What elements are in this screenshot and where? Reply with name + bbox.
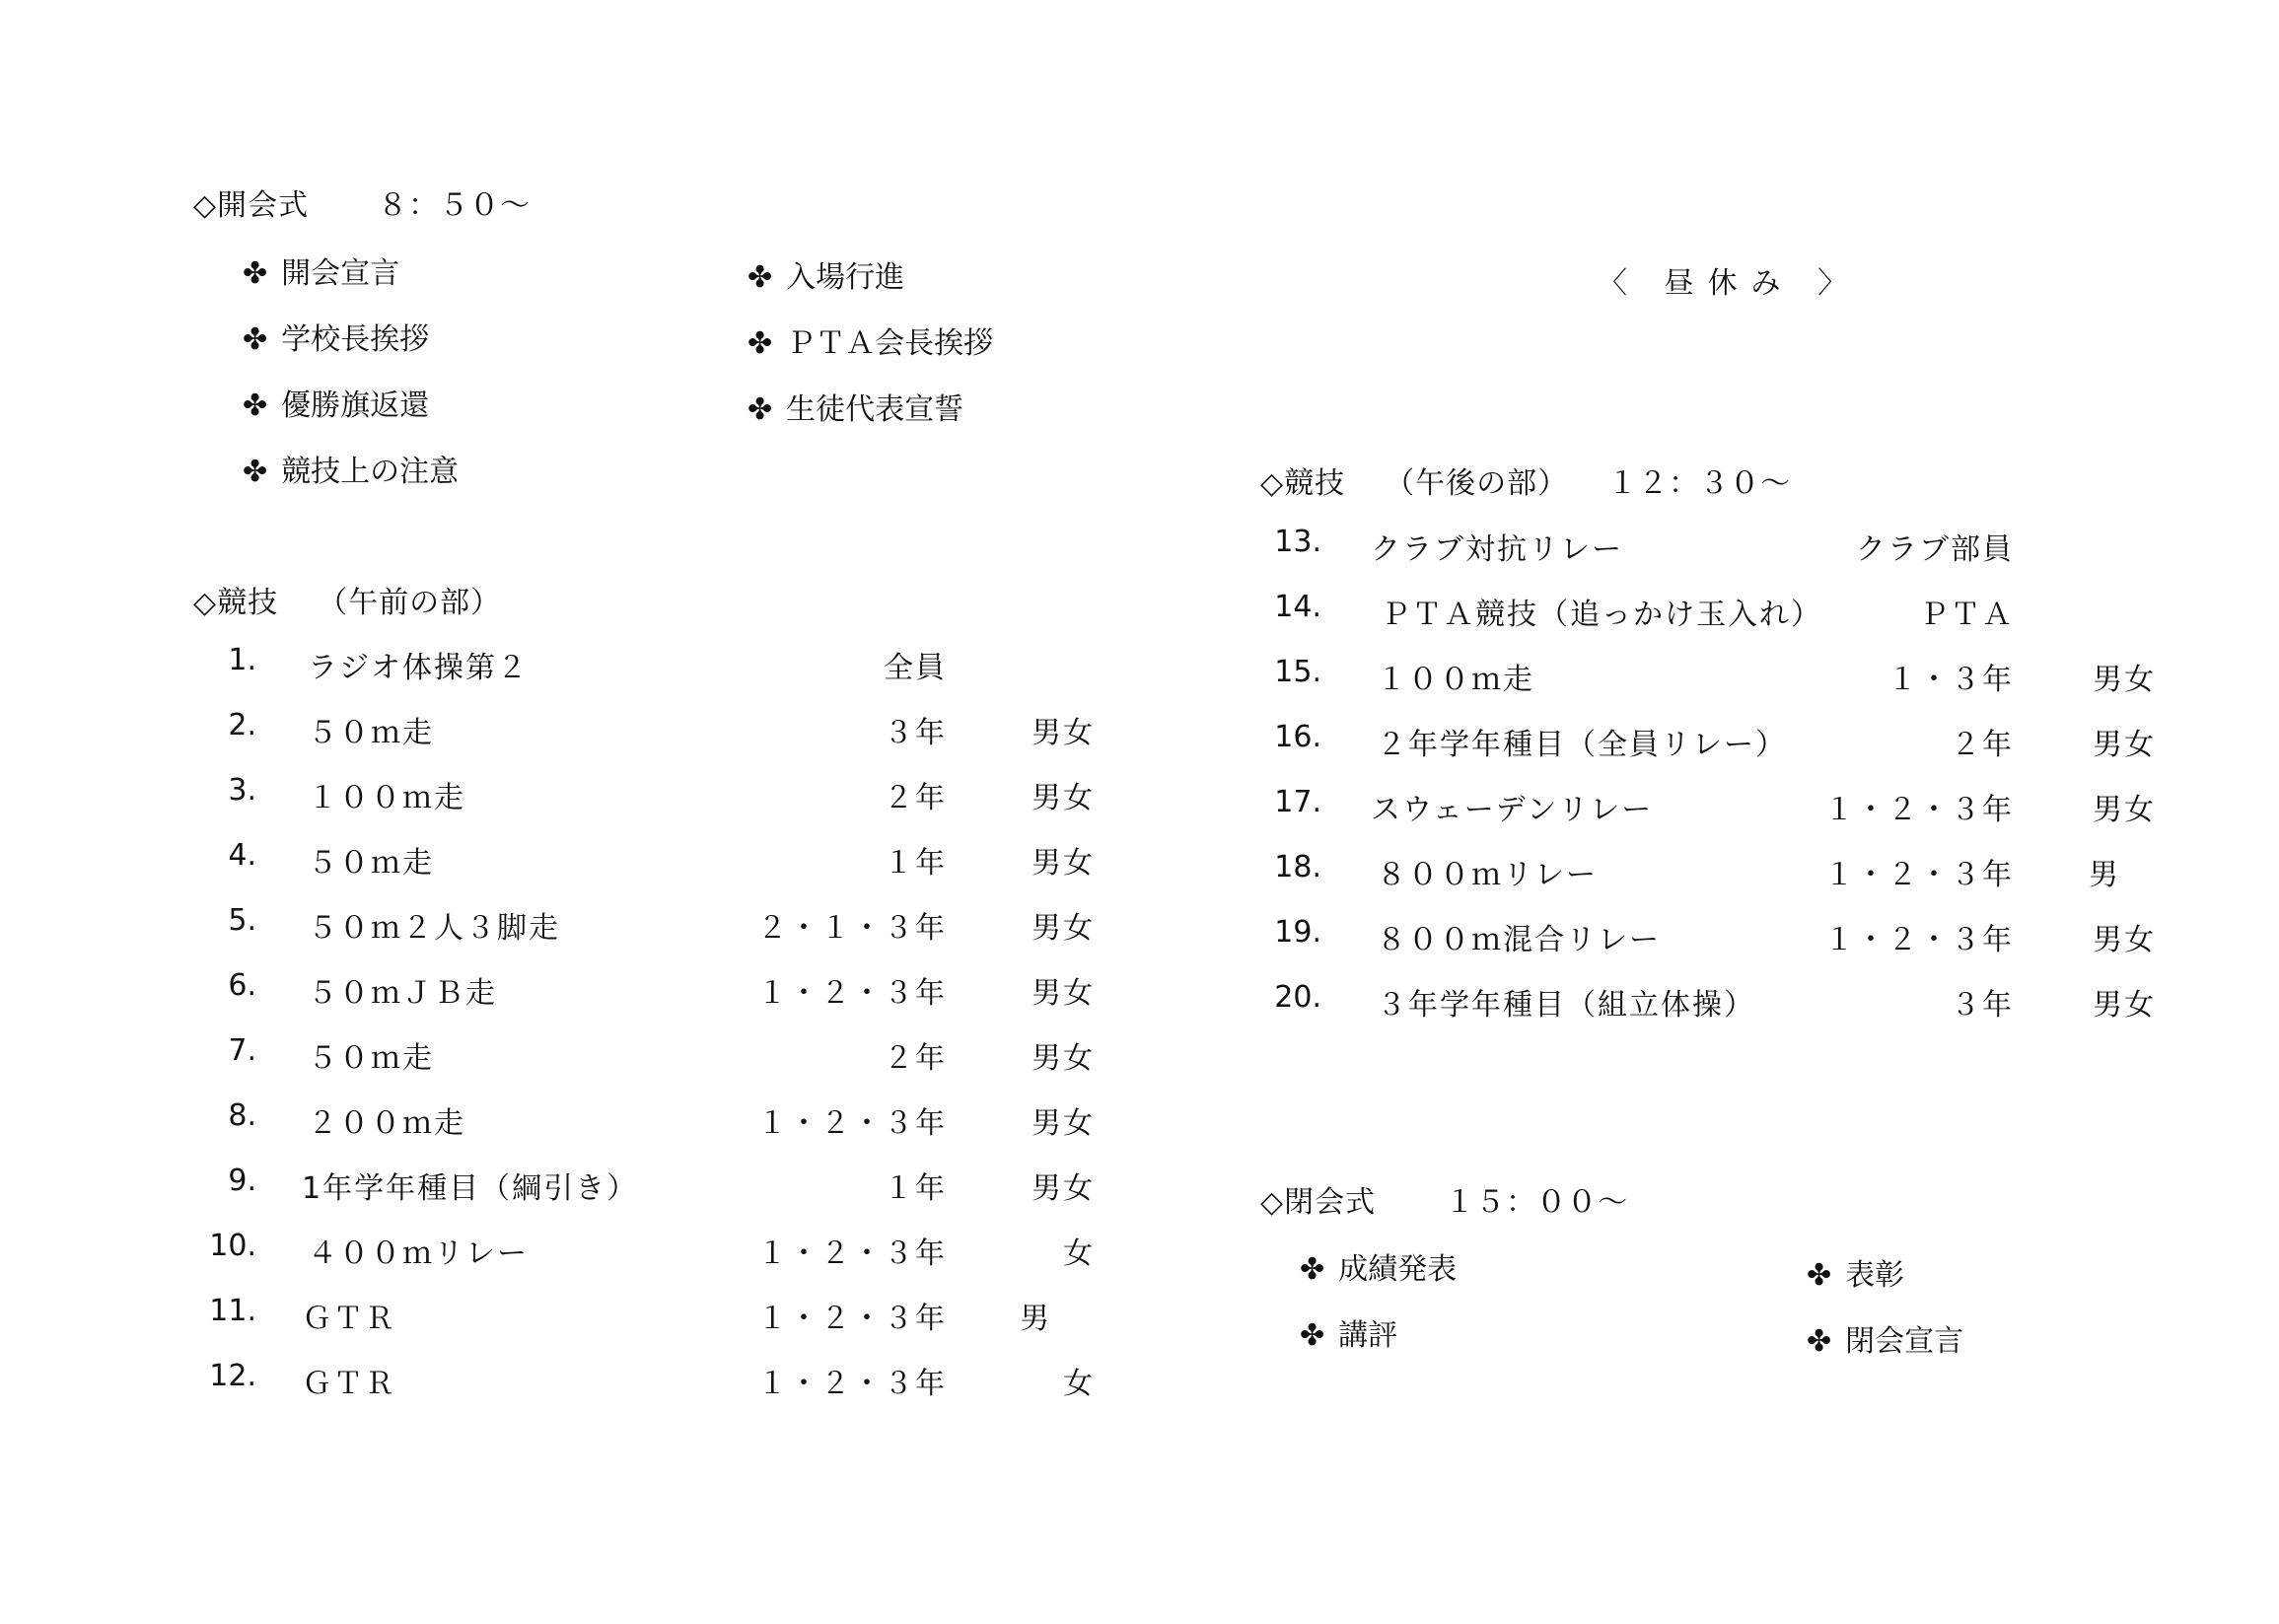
list-item: 17. スウェーデンリレー １・２・３年 男女 bbox=[1274, 785, 2156, 827]
clover-bullet-icon: ✤ bbox=[1807, 1324, 1832, 1359]
afternoon-time: １２：３０～ bbox=[1607, 466, 1792, 501]
opening-heading bbox=[193, 180, 531, 224]
list-item: 1. ラジオ体操第２ 全員 bbox=[228, 643, 947, 685]
list-item: 19. ８００ｍ混合リレー １・２・３年 男女 bbox=[1274, 915, 2156, 957]
opening-time: ８：５０～ bbox=[378, 188, 532, 223]
afternoon-heading bbox=[1260, 459, 1791, 502]
list-item: 12. ＧＴＲ １・２・３年 女 bbox=[209, 1359, 1095, 1401]
list-item: 5. ５０ｍ２人３脚走 ２・１・３年 男女 bbox=[228, 903, 1095, 946]
opening-item-7: ✤ 生徒代表宣誓 bbox=[748, 392, 964, 427]
list-item: 10. ４００ｍリレー １・２・３年 女 bbox=[209, 1229, 1095, 1271]
opening-title: ◇開会式 bbox=[193, 188, 310, 223]
list-item: 4. ５０ｍ走 １年 男女 bbox=[228, 838, 1095, 881]
list-item: 8. ２００ｍ走 １・２・３年 男女 bbox=[228, 1098, 1095, 1141]
list-item: 3. １００ｍ走 ２年 男女 bbox=[228, 773, 1095, 815]
opening-item-5: ✤ 入場行進 bbox=[748, 260, 905, 295]
afternoon-subtitle: （午後の部） bbox=[1385, 466, 1569, 501]
closing-heading bbox=[1260, 1177, 1628, 1221]
closing-item-1: ✤ 成績発表 bbox=[1300, 1252, 1458, 1287]
list-item: 6. ５０ｍＪＢ走 １・２・３年 男女 bbox=[228, 968, 1095, 1011]
morning-title: ◇競技 bbox=[193, 586, 279, 620]
list-item: 2. ５０ｍ走 ３年 男女 bbox=[228, 708, 1095, 750]
morning-heading bbox=[193, 578, 501, 621]
morning-subtitle: （午前の部） bbox=[318, 586, 502, 620]
closing-item-2: ✤ 講評 bbox=[1300, 1318, 1398, 1353]
opening-item-3: ✤ 優勝旗返還 bbox=[243, 388, 430, 423]
list-item: 16. ２年学年種目（全員リレー） ２年 男女 bbox=[1274, 720, 2156, 762]
clover-bullet-icon: ✤ bbox=[748, 392, 773, 427]
closing-time: １５：００～ bbox=[1445, 1185, 1629, 1220]
list-item: 18. ８００ｍリレー １・２・３年 男 bbox=[1274, 850, 2120, 892]
closing-item-4: ✤ 閉会宣言 bbox=[1807, 1324, 1964, 1359]
lunch-break-label: 〈 昼休み 〉 bbox=[1598, 266, 1862, 301]
list-item: 7. ５０ｍ走 ２年 男女 bbox=[228, 1033, 1095, 1076]
list-item: 9. 1年学年種目（綱引き） １年 男女 bbox=[228, 1164, 1095, 1206]
opening-item-1: ✤ 開会宣言 bbox=[243, 256, 400, 291]
clover-bullet-icon: ✤ bbox=[748, 260, 773, 295]
opening-item-6: ✤ ＰＴＡ会長挨拶 bbox=[748, 326, 994, 361]
clover-bullet-icon: ✤ bbox=[1300, 1318, 1325, 1353]
opening-item-2: ✤ 学校長挨拶 bbox=[243, 322, 430, 357]
closing-title: ◇閉会式 bbox=[1260, 1185, 1377, 1220]
clover-bullet-icon: ✤ bbox=[1807, 1258, 1832, 1293]
clover-bullet-icon: ✤ bbox=[243, 256, 268, 291]
clover-bullet-icon: ✤ bbox=[243, 388, 268, 423]
opening-item-4: ✤ 競技上の注意 bbox=[243, 455, 460, 489]
list-item: 13. クラブ対抗リレー クラブ部員 bbox=[1274, 525, 2014, 567]
list-item: 20. ３年学年種目（組立体操） ３年 男女 bbox=[1274, 980, 2156, 1023]
afternoon-title: ◇競技 bbox=[1260, 466, 1346, 501]
list-item: 14. ＰＴＡ競技（追っかけ玉入れ） ＰＴＡ bbox=[1274, 590, 2014, 632]
clover-bullet-icon: ✤ bbox=[748, 326, 773, 361]
clover-bullet-icon: ✤ bbox=[243, 322, 268, 357]
list-item: 11. ＧＴＲ １・２・３年 男 bbox=[209, 1294, 1051, 1336]
clover-bullet-icon: ✤ bbox=[243, 455, 268, 489]
clover-bullet-icon: ✤ bbox=[1300, 1252, 1325, 1287]
list-item: 15. １００ｍ走 １・３年 男女 bbox=[1274, 655, 2156, 697]
closing-item-3: ✤ 表彰 bbox=[1807, 1258, 1905, 1293]
